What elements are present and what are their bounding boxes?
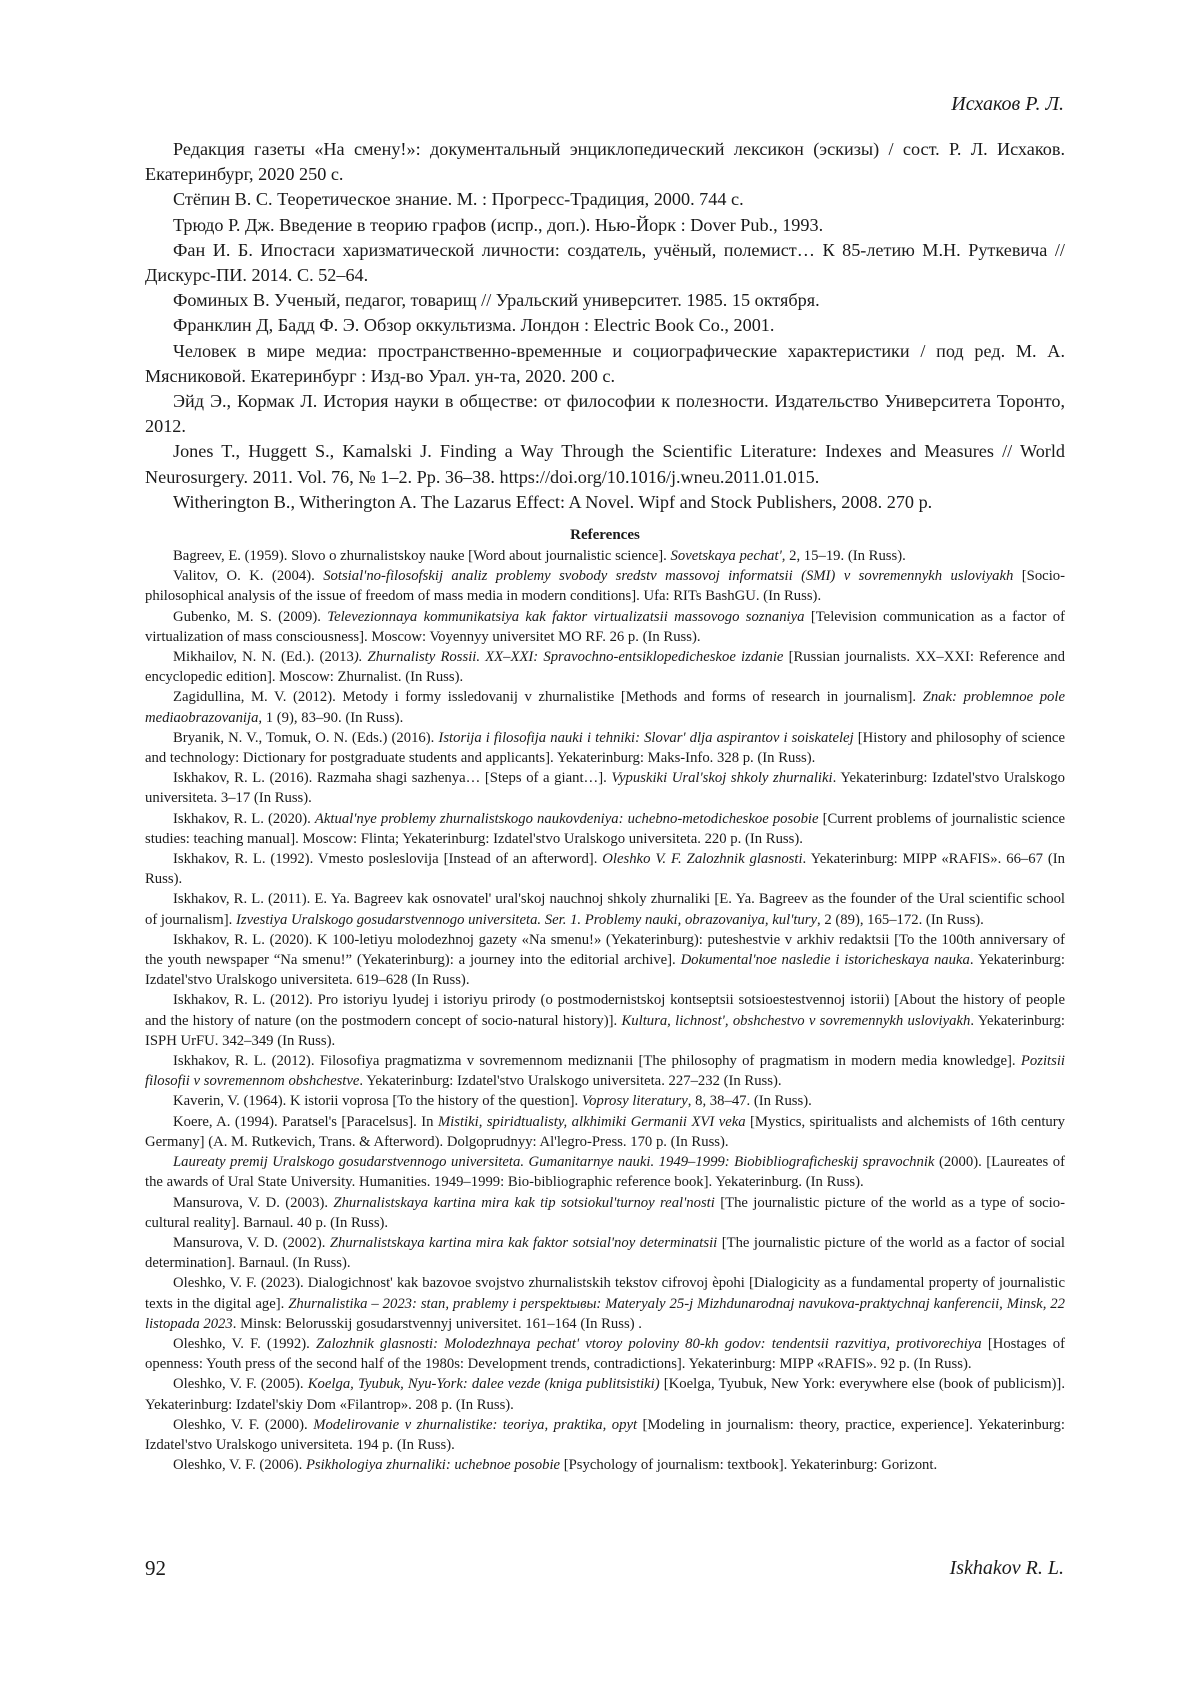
reference-entry: Jones T., Huggett S., Kamalski J. Finding a Way Through the Scientific Literature: Indexes and Measures // World Neurosurgery. 2011. Vol. 76, № 1–2. Pp. 36–38. https://doi.org/10.1016/j.wneu.2011.01.015. xyxy=(145,441,1065,487)
reference-italic-text: Zhurnalistika – 2023: stan, prablemy i perspektывы: Materyaly 25-j Mizhdunarodnaj navukova-praktychnaj kanferencii, Minsk, 22 listopada 2023 xyxy=(145,1295,1065,1332)
reference-text: Mansurova, V. D. (2003). xyxy=(173,1194,334,1211)
reference-italic-text: Voprosy literatury xyxy=(581,1093,688,1110)
reference-text: Iskhakov, R. L. (1992). Vmesto posleslovija [Instead of an afterword]. xyxy=(173,851,603,868)
reference-text: 1 (9), 83–90. (In Russ). xyxy=(262,709,404,726)
reference-italic-text: Pozitsii filosofii v sovremennom obshchestve xyxy=(145,1053,1065,1090)
reference-text: Kaverin, V. (1964). K istorii voprosa [To the history of the question]. xyxy=(173,1093,582,1110)
reference-text: Mansurova, V. D. (2002). xyxy=(173,1234,330,1251)
reference-text: . Yekaterinburg: Izdatel'stvo Uralskogo universiteta. 3–17 (In Russ). xyxy=(145,770,1065,807)
reference-entry xyxy=(145,1233,1065,1273)
reference-entry xyxy=(145,889,1065,929)
reference-text: Oleshko, V. F. (2023). Dialogichnost' kak bazovoe svojstvo zhurnalistskih tekstov cifrovoj èpohi [Dialogicity as a fundamental property of journalistic texts in the digital age]. xyxy=(145,1275,1065,1312)
reference-text: Iskhakov, R. L. (2012). Pro istoriyu lyudej i istoriyu prirody (o postmodernistskoj kontseptsii sotsioestestvennoj istorii) [About the history of people and the history of nature (on the postmodern concept of socio-natural history)]. xyxy=(145,992,1065,1029)
reference-text: Bryanik, N. V., Tomuk, O. N. (Eds.) (2016). xyxy=(173,729,439,746)
running-foot: Iskhakov R. L. xyxy=(949,1557,1064,1579)
reference-text: Valitov, O. K. (2004). xyxy=(173,568,324,585)
reference-entry xyxy=(145,1455,1065,1475)
reference-text: . Yekaterinburg: ISPH UrFU. 342–349 (In Russ). xyxy=(145,1012,1065,1049)
reference-entry: Фоминых В. Ученый, педагог, товарищ // Уральский университет. 1985. 15 октября. xyxy=(173,290,820,311)
reference-entry: Witherington B., Witherington A. The Lazarus Effect: A Novel. Wipf and Stock Publishers, 2008. 270 p. xyxy=(173,491,933,512)
reference-text: [Psychology of journalism: textbook]. Yekaterinburg: Gorizont. xyxy=(560,1457,938,1474)
references-section xyxy=(145,525,1065,1475)
reference-italic-text: Oleshko V. F. Zalozhnik glasnosti xyxy=(602,851,803,868)
reference-text: Iskhakov, R. L. (2011). E. Ya. Bagreev kak osnovatel' ural'skoj nauchnoj shkoly zhurnaliki [E. Ya. Bagreev as the founder of the Ural scientific school of journalism]. xyxy=(145,891,1065,928)
reference-entry xyxy=(145,1374,1065,1414)
reference-text: Zagidullina, M. V. (2012). Metody i formy issledovanij v zhurnalistike [Methods and forms of research in journalism]. xyxy=(173,689,923,706)
reference-italic-text: Televezionnaya kommunikatsiya kak faktor virtualizatsii massovogo soznaniya xyxy=(327,608,805,625)
reference-text: 2, 15–19. (In Russ). xyxy=(785,548,906,564)
reference-text: Oleshko, V. F. (2000). xyxy=(173,1416,314,1433)
reference-text: . Minsk: Belorusskij gosudarstvennyj universitet. 161–164 (In Russ) . xyxy=(232,1315,642,1332)
reference-italic-text: Izvestiya Uralskogo gosudarstvennogo universiteta. Ser. 1. Problemy nauki, obrazovaniya, kul'tury xyxy=(235,911,817,928)
reference-text: Iskhakov, R. L. (2012). Filosofiya pragmatizma v sovremennom mediznanii [The philosophy of pragmatism in modern media knowledge]. xyxy=(173,1053,1021,1070)
reference-entry xyxy=(145,1273,1065,1334)
reference-text: [The journalistic picture of the world as a type of socio-cultural reality]. Barnaul. 40 p. (In Russ). xyxy=(145,1194,1065,1231)
reference-entry xyxy=(145,849,1065,889)
reference-text: Iskhakov, R. L. (2020). xyxy=(173,810,315,827)
reference-text: [The journalistic picture of the world as a factor of social determination]. Barnaul. (In Russ). xyxy=(145,1234,1065,1272)
reference-text: Bagreev, E. (1959). Slovo o zhurnalistskoy nauke [Word about journalistic science]. xyxy=(173,548,671,564)
reference-italic-text: Zhurnalistskaya kartina mira kak tip sotsiokul'turnoy real'nosti xyxy=(333,1194,715,1211)
reference-entry xyxy=(145,1415,1065,1455)
reference-text: . Yekaterinburg: Izdatel'stvo Uralskogo universiteta. 619–628 (In Russ). xyxy=(145,952,1065,989)
reference-entry xyxy=(145,607,1065,647)
reference-text: [Hostages of openness: Youth press of the second half of the 1980s: Development trends, contradictions]. Yekaterinburg: MIPP «RAFIS». 92 p. (In Russ). xyxy=(145,1335,1065,1373)
reference-entry: Трюдо Р. Дж. Введение в теорию графов (испр., доп.). Нью-Йорк : Dover Pub., 1993. xyxy=(173,214,824,235)
reference-italic-text: Sovetskaya pechat', xyxy=(670,548,786,564)
reference-italic-text: Laureaty premij Uralskogo gosudarstvennogo universiteta. Gumanitarnye nauki. 1949–1999: Biobibliograficheskij spravochnik xyxy=(173,1154,935,1171)
reference-entry: Франклин Д, Бадд Ф. Э. Обзор оккультизма. Лондон : Electric Book Co., 2001. xyxy=(173,315,775,336)
reference-entry: Эйд Э., Кормак Л. История науки в обществе: от философии к полезности. Издательство Университета Торонто, 2012. xyxy=(145,391,1065,437)
reference-entry xyxy=(145,1152,1065,1192)
reference-text: (2000). [Laureates of the awards of Ural State University. Humanities. 1949–1999: Bio-bibliographic reference book]. Yekaterinburg. (In Russ). xyxy=(145,1154,1065,1191)
references-heading: References xyxy=(570,527,640,543)
reference-entry: Человек в мире медиа: пространственно-временные и социографические характеристики / под ред. М. А. Мясниковой. Екатеринбург : Изд-во Урал. ун-та, 2020. 200 с. xyxy=(145,340,1065,386)
reference-text: [Russian journalists. XX–XXI: Reference and encyclopedic edition]. Moscow: Zhurnalist. (In Russ). xyxy=(145,649,1065,686)
reference-text: Oleshko, V. F. (2006). xyxy=(173,1457,306,1474)
page-number: 92 xyxy=(145,1556,166,1580)
reference-entry: Фан И. Б. Ипостаси харизматической личности: создатель, учёный, полемист… К 85-летию М.Н. Руткевича // Дискурс-ПИ. 2014. С. 52–64. xyxy=(145,239,1065,286)
reference-text: Gubenko, M. S. (2009). xyxy=(173,608,328,625)
reference-text: [History and philosophy of science and technology: Dictionary for postgraduate students and applicants]. Yekaterinburg: Maks-Info. 328 p. (In Russ). xyxy=(145,729,1065,767)
reference-text: , 8, 38–47. (In Russ). xyxy=(687,1093,812,1110)
running-head: Исхаков Р. Л. xyxy=(951,93,1064,115)
references-list xyxy=(145,546,1065,1475)
reference-text: [Television communication as a factor of virtualization of mass consciousness]. Moscow: Voyennyy universitet MO RF. 26 p. (In Russ). xyxy=(145,608,1065,645)
reference-italic-text: Vypuskiki Ural'skoj shkoly zhurnaliki xyxy=(611,770,833,787)
reference-italic-text: Zalozhnik glasnosti: Molodezhnaya pechat' vtoroy poloviny 80-kh godov: tendentsii razvitiya, protivorechiya xyxy=(315,1335,982,1352)
reference-text: . Yekaterinburg: Izdatel'stvo Uralskogo universiteta. 227–232 (In Russ). xyxy=(359,1073,782,1090)
reference-entry: Редакция газеты «На смену!»: документальный энциклопедический лексикон (эскизы) / сост. Р. Л. Исхаков. Екатеринбург, 2020 250 с. xyxy=(145,139,1065,185)
reference-text: Oleshko, V. F. (2005). xyxy=(173,1376,308,1393)
reference-italic-text: Znak: problemnoe pole mediaobrazovanija, xyxy=(145,689,1065,726)
reference-italic-text: Kultura, lichnost', obshchestvo v sovremennykh usloviyakh xyxy=(621,1012,971,1029)
reference-italic-text: Modelirovanie v zhurnalistike: teoriya, praktika, opyt xyxy=(313,1416,638,1433)
reference-text: Mikhailov, N. N. (Ed.). (2013 xyxy=(173,649,354,666)
reference-entry xyxy=(145,566,1065,606)
reference-entry xyxy=(145,1112,1065,1152)
reference-entry xyxy=(145,1091,1065,1111)
reference-entry xyxy=(145,546,1065,566)
reference-italic-text: Mistiki, spiridtualisty, alkhimiki Germanii XVI veka xyxy=(437,1113,746,1130)
reference-italic-text: Sotsial'no-filosofskij analiz problemy svobody sredstv massovoj informatsii (SMI) v sovremennykh usloviyakh xyxy=(323,568,1014,585)
reference-text: Iskhakov, R. L. (2016). Razmaha shagi sazhenya… [Steps of a giant…]. xyxy=(173,770,612,787)
russian-reference-list xyxy=(145,137,1065,515)
reference-entry xyxy=(145,930,1065,991)
reference-entry: Стёпин В. С. Теоретическое знание. М. : Прогресс-Традиция, 2000. 744 с. xyxy=(173,189,744,210)
reference-text: Iskhakov, R. L. (2020). K 100-letiyu molodezhnoj gazety «Na smenu!» (Yekaterinburg): puteshestvie v arkhiv redaktsii [To the 100th anniversary of the youth newspaper “Na smenu!” (Yekaterinburg): a journey into the editorial archive]. xyxy=(145,931,1065,969)
reference-text: [Mystics, spiritualists and alchemists of 16th century Germany] (A. M. Rutkevich, Trans. & Afterword). Dolgoprudnyy: Al'legro-Press. 170 p. (In Russ). xyxy=(145,1113,1065,1150)
reference-italic-text: Istorija i filosofija nauki i tehniki: Slovar' dlja aspirantov i soiskatelej xyxy=(438,729,854,746)
reference-text: . Yekaterinburg: MIPP «RAFIS». 66–67 (In Russ). xyxy=(145,851,1065,888)
reference-entry xyxy=(145,647,1065,687)
reference-italic-text: ). Zhurnalisty Rossii. XX–XXI: Spravochno-entsiklopedicheskoe izdanie xyxy=(353,649,784,666)
reference-entry xyxy=(145,809,1065,849)
reference-text: , 2 (89), 165–172. (In Russ). xyxy=(817,911,984,928)
reference-text: [Koelga, Tyubuk, New York: everywhere else (book of publicism)]. Yekaterinburg: Izdatel'skiy Dom «Filantrop». 208 p. (In Russ). xyxy=(145,1376,1065,1413)
reference-italic-text: Psikhologiya zhurnaliki: uchebnoe posobie xyxy=(305,1457,561,1474)
reference-entry xyxy=(145,1051,1065,1091)
reference-entry xyxy=(145,687,1065,727)
reference-entry xyxy=(145,728,1065,768)
reference-text: Koere, A. (1994). Paratsel's [Paracelsus]. In xyxy=(173,1113,438,1130)
reference-text: Oleshko, V. F. (1992). xyxy=(173,1335,316,1352)
reference-text: [Modeling in journalism: theory, practice, experience]. Yekaterinburg: Izdatel'stvo Uralskogo universiteta. 194 p. (In Russ). xyxy=(145,1416,1065,1453)
reference-italic-text: Koelga, Tyubuk, Nyu-York: dalee vezde (kniga publitsistiki) xyxy=(307,1376,660,1393)
reference-italic-text: Aktual'nye problemy zhurnalistskogo naukovdeniya: uchebno-metodicheskoe posobie xyxy=(314,810,819,827)
reference-entry xyxy=(145,768,1065,808)
reference-text: [Socio-philosophical analysis of the issue of freedom of mass media in modern conditions]. Ufa: RITs BashGU. (In Russ). xyxy=(145,568,1066,605)
reference-entry xyxy=(145,1334,1065,1374)
reference-italic-text: Zhurnalistskaya kartina mira kak faktor sotsial'noy determinatsii xyxy=(329,1234,718,1251)
reference-italic-text: Dokumental'noe nasledie i istoricheskaya nauka xyxy=(680,952,970,969)
reference-text: [Current problems of journalistic science studies: teaching manual]. Moscow: Flinta; Yekaterinburg: Izdatel'stvo Uralskogo universiteta. 220 p. (In Russ). xyxy=(145,810,1065,847)
reference-entry xyxy=(145,990,1065,1051)
reference-entry xyxy=(145,1193,1065,1233)
